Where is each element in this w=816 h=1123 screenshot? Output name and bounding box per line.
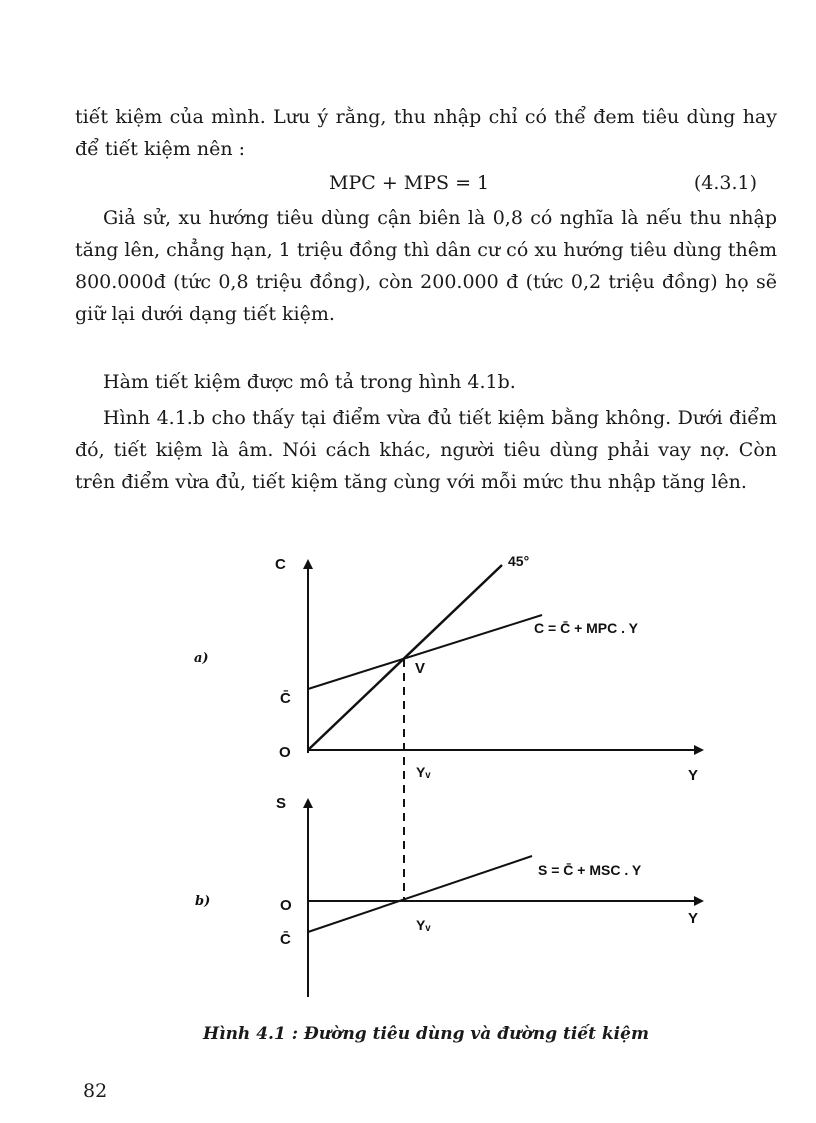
figure-caption: Hình 4.1 : Đường tiêu dùng và đường tiết kiệm <box>203 1024 649 1044</box>
panel-b-x-marker-label: Yᵥ <box>416 917 431 933</box>
panel-b-x-label: Y <box>688 910 699 927</box>
line-45-label: 45° <box>508 553 530 569</box>
panel-a-y-label: C <box>275 556 286 573</box>
panel-b-origin-label: O <box>280 897 292 914</box>
consumption-saving-diagram <box>150 545 710 1010</box>
saving-line-label: S = C̄ + MSC . Y <box>538 862 642 878</box>
panel-b-y-label: S <box>276 795 287 812</box>
point-v-label: V <box>415 660 426 677</box>
consumption-line <box>308 615 542 689</box>
panel-b-tag: b) <box>195 894 211 909</box>
paragraph: Hình 4.1.b cho thấy tại điểm vừa đủ tiết kiệm bằng không. Dưới điểm đó, tiết kiệm là âm. Nói cách khác, người tiêu dùng phải vay nợ. Còn trên điểm vừa đủ, tiết kiệm tăng cùng với mỗi mức thu nhập tăng lên. <box>75 407 777 493</box>
paragraph: Hàm tiết kiệm được mô tả trong hình 4.1b. <box>103 371 516 393</box>
page-number: 82 <box>83 1080 108 1102</box>
panel-a-tag: a) <box>194 651 209 666</box>
paragraph: Giả sử, xu hướng tiêu dùng cận biên là 0,8 có nghĩa là nếu thu nhập tăng lên, chẳng hạn, 1 triệu đồng thì dân cư có xu hướng tiêu dùng thêm 800.000đ (tức 0,8 triệu đồng), còn 200.000 đ (tức 0,2 triệu đồng) họ sẽ giữ lại dưới dạng tiết kiệm. <box>75 207 777 325</box>
figure-4-1 <box>150 545 710 1010</box>
paragraph: tiết kiệm của mình. Lưu ý rằng, thu nhập chỉ có thể đem tiêu dùng hay để tiết kiệm nên : <box>75 106 777 160</box>
panel-a-x-label: Y <box>688 767 699 784</box>
panel-a-x-marker-label: Yᵥ <box>416 764 431 780</box>
panel-a-intercept-label: C̄ <box>280 690 291 707</box>
equation <box>75 167 777 199</box>
equation-expression: MPC + MPS = 1 <box>329 172 490 194</box>
panel-b-intercept-label: C̄ <box>280 931 291 948</box>
equation-number: (4.3.1) <box>693 172 757 194</box>
panel-a-origin-label: O <box>279 744 291 761</box>
consumption-line-label: C = C̄ + MPC . Y <box>534 620 638 636</box>
